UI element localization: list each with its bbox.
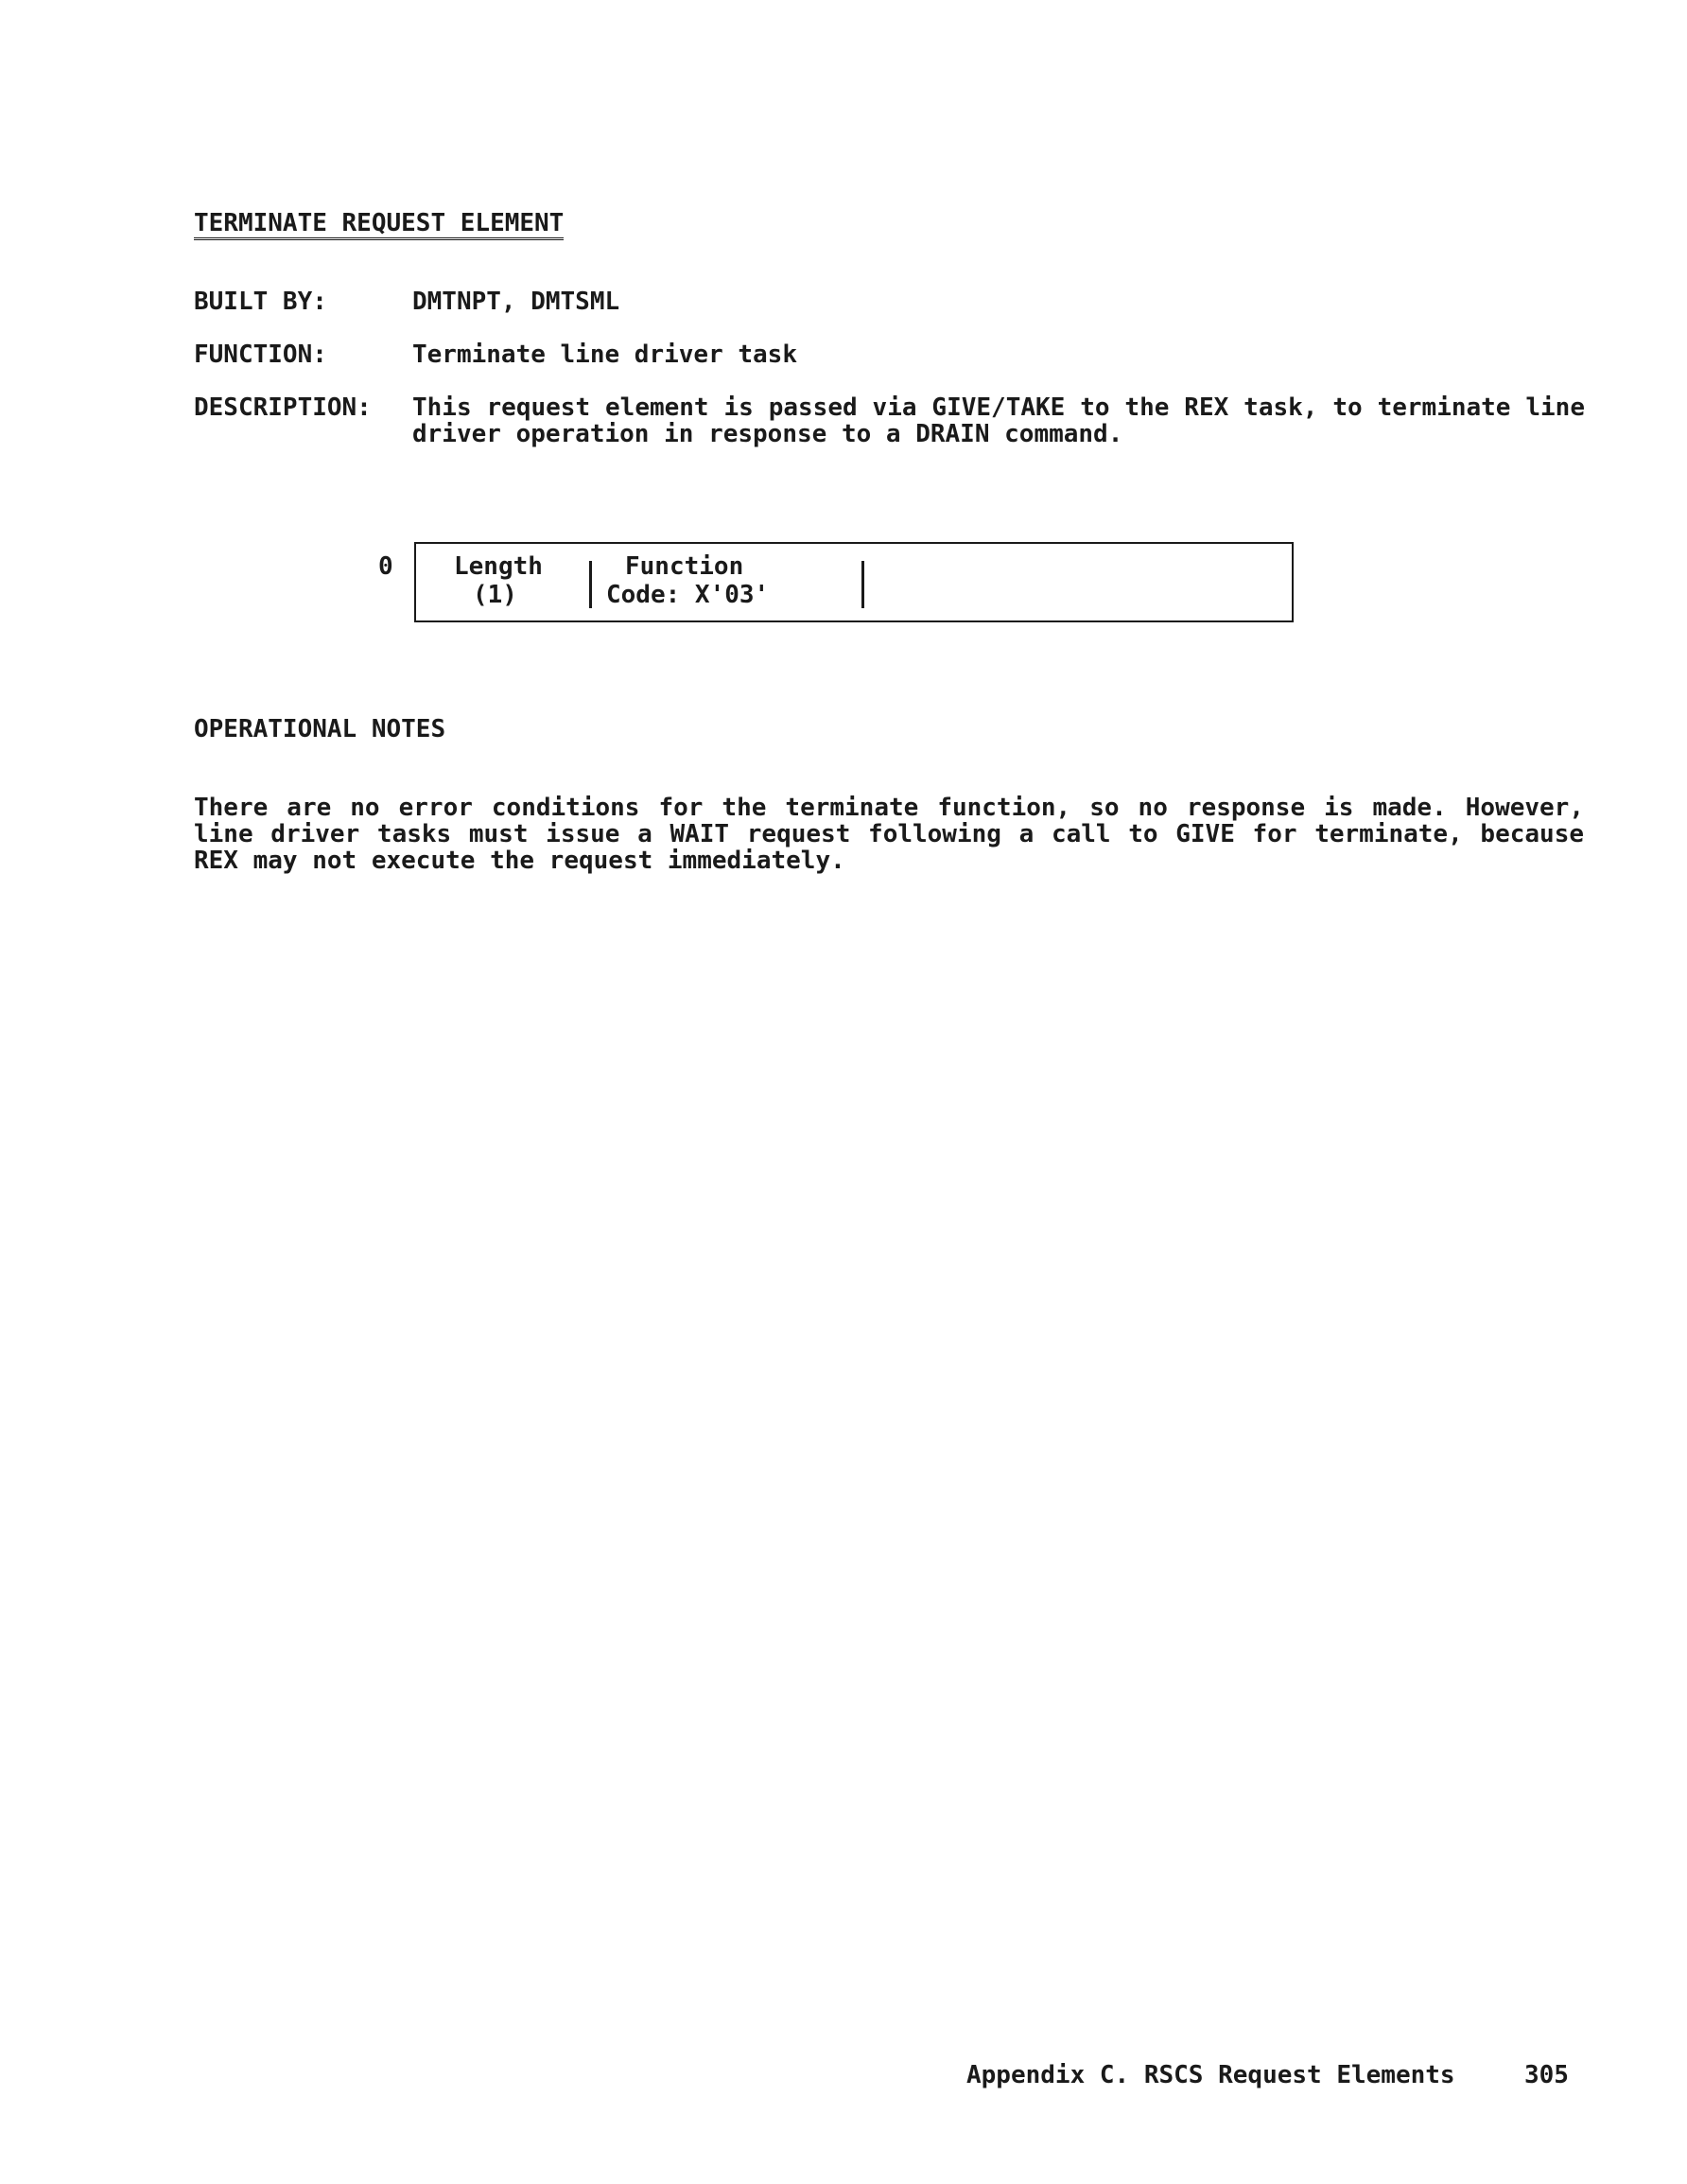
built-by-label: BUILT BY:	[194, 288, 327, 316]
function-label: FUNCTION:	[194, 341, 327, 369]
cell-divider	[861, 561, 864, 608]
cell-divider	[589, 561, 592, 608]
operational-notes-text: There are no error conditions for the terminate function, so no response is made. However, line driver tasks must issue a WAIT request following a call to GIVE for terminate, because REX may not execute the request immediately.	[194, 794, 1584, 875]
function-value: Terminate line driver task	[412, 341, 797, 369]
record-offset: 0	[378, 552, 393, 581]
record-layout-box	[414, 542, 1294, 622]
length-cell-line1: Length	[454, 552, 543, 581]
description-label: DESCRIPTION:	[194, 393, 372, 422]
footer-text: Appendix C. RSCS Request Elements	[966, 2061, 1455, 2089]
description-text: This request element is passed via GIVE/TAKE to the REX task, to terminate line driver operation in response to a DRAIN command.	[412, 393, 1585, 448]
length-cell-line2: (1)	[473, 581, 517, 609]
operational-notes-heading: OPERATIONAL NOTES	[194, 715, 446, 743]
page-number: 305	[1524, 2061, 1569, 2089]
built-by-value: DMTNPT, DMTSML	[412, 288, 620, 316]
function-cell-line1: Function	[625, 552, 744, 581]
page-title: TERMINATE REQUEST ELEMENT	[194, 210, 564, 240]
function-cell-line2: Code: X'03'	[606, 581, 770, 609]
